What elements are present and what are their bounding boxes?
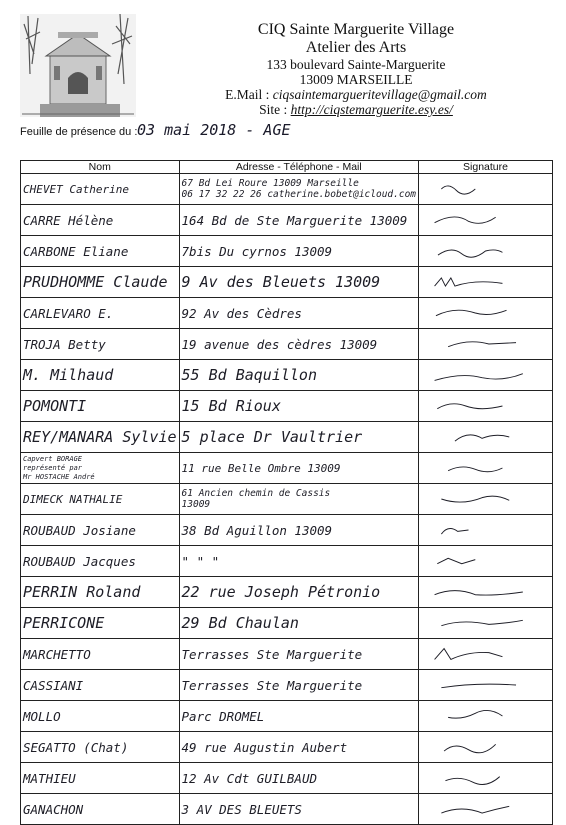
cell-name [21, 701, 180, 732]
cell-signature [419, 701, 553, 732]
name-text: POMONTI [23, 397, 87, 415]
meeting-date: 03 mai 2018 - AGE [137, 121, 291, 139]
name-text: MOLLO [23, 708, 61, 724]
name-text: PRUDHOMME Claude [23, 273, 168, 291]
attendance-table [20, 160, 553, 825]
cell-signature [419, 205, 553, 236]
name-text: MARCHETTO [23, 646, 91, 662]
street-address: 133 boulevard Sainte-Marguerite [266, 57, 446, 72]
handwritten-signature [421, 516, 550, 544]
name-text: CASSIANI [23, 677, 84, 693]
table-row [21, 391, 553, 422]
cell-name [21, 546, 180, 577]
handwritten-signature [421, 299, 550, 327]
attendance-rows [21, 174, 553, 825]
cell-signature [419, 174, 553, 205]
name-text: Capvert BORAGE [23, 454, 83, 463]
table-row [21, 360, 553, 391]
table-row [21, 763, 553, 794]
cell-address [179, 794, 419, 825]
column-header-address: Adresse - Téléphone - Mail [179, 161, 419, 174]
cell-name [21, 298, 180, 329]
cell-address [179, 205, 419, 236]
table-row [21, 732, 553, 763]
name-text: ROUBAUD Jacques [23, 553, 136, 569]
cell-signature [419, 298, 553, 329]
cell-name [21, 391, 180, 422]
address-text: 3 AV DES BLEUETS [181, 801, 302, 817]
handwritten-signature [421, 547, 550, 575]
cell-name [21, 174, 180, 205]
address-text: 22 rue Joseph Pétronio [181, 583, 381, 601]
cell-address [179, 174, 419, 205]
address-text: 92 Av des Cèdres [181, 305, 302, 321]
table-row [21, 205, 553, 236]
cell-signature [419, 329, 553, 360]
table-row [21, 267, 553, 298]
address-text: 11 rue Belle Ombre 13009 [181, 461, 341, 475]
email-label: E.Mail : [225, 87, 273, 102]
address-text: 61 Ancien chemin de Cassis [181, 488, 331, 499]
table-row [21, 608, 553, 639]
cell-name [21, 236, 180, 267]
table-row [21, 329, 553, 360]
name-text: CARRE Hélène [23, 212, 114, 228]
address-text: 49 rue Augustin Aubert [181, 739, 348, 755]
cell-name [21, 422, 180, 453]
handwritten-signature [421, 392, 550, 420]
cell-name [21, 267, 180, 298]
address-text: Terrasses Ste Marguerite [181, 646, 363, 662]
cell-name [21, 577, 180, 608]
name-text: REY/MANARA Sylvie [23, 428, 177, 446]
handwritten-signature [421, 702, 550, 730]
handwritten-signature [421, 640, 550, 668]
cell-address [179, 608, 419, 639]
cell-name [21, 360, 180, 391]
cell-address [179, 391, 419, 422]
name-text: MATHIEU [23, 770, 76, 786]
address-text: Parc DROMEL [181, 708, 265, 724]
address-text: 164 Bd de Ste Marguerite 13009 [181, 212, 408, 228]
name-text: CARBONE Eliane [23, 243, 129, 259]
name-text: SEGATTO (Chat) [23, 739, 129, 755]
table-row [21, 298, 553, 329]
handwritten-signature [421, 268, 550, 296]
address-text: 9 Av des Bleuets 13009 [181, 273, 381, 291]
handwritten-signature [421, 237, 550, 265]
attendance-label: Feuille de présence du : [20, 126, 138, 138]
handwritten-signature [421, 485, 550, 513]
cell-name [21, 453, 180, 484]
cell-address [179, 639, 419, 670]
cell-name [21, 732, 180, 763]
cell-address [179, 298, 419, 329]
column-header-name: Nom [21, 161, 180, 174]
cell-signature [419, 484, 553, 515]
cell-address [179, 515, 419, 546]
cell-address [179, 267, 419, 298]
column-header-signature: Signature [419, 161, 553, 174]
cell-signature [419, 577, 553, 608]
cell-address [179, 763, 419, 794]
cell-signature [419, 546, 553, 577]
name-text: ROUBAUD Josiane [23, 522, 136, 538]
cell-name [21, 484, 180, 515]
address-text: 38 Bd Aguillon 13009 [181, 522, 333, 538]
handwritten-signature [421, 454, 550, 482]
cell-address [179, 577, 419, 608]
site-line [150, 102, 562, 117]
cell-address [179, 701, 419, 732]
address-text-line2: 13009 [181, 499, 211, 510]
name-text: PERRICONE [23, 614, 105, 632]
table-row [21, 794, 553, 825]
cell-name [21, 763, 180, 794]
cell-signature [419, 639, 553, 670]
cell-name [21, 329, 180, 360]
table-header-row [21, 161, 553, 174]
organization-header [150, 20, 562, 117]
cell-name [21, 205, 180, 236]
email-address[interactable]: ciqsaintemargueritevillage@gmail.com [272, 87, 487, 102]
address-text: 7bis Du cyrnos 13009 [181, 243, 333, 259]
cell-signature [419, 763, 553, 794]
address-text: 12 Av Cdt GUILBAUD [181, 770, 317, 786]
handwritten-signature [421, 609, 550, 637]
name-text: M. Milhaud [23, 366, 114, 384]
cell-signature [419, 236, 553, 267]
cell-address [179, 484, 419, 515]
cell-signature [419, 267, 553, 298]
cell-signature [419, 453, 553, 484]
cell-signature [419, 422, 553, 453]
cell-address [179, 236, 419, 267]
cell-address [179, 732, 419, 763]
cell-address [179, 422, 419, 453]
cell-signature [419, 608, 553, 639]
table-row [21, 422, 553, 453]
cell-signature [419, 391, 553, 422]
table-row [21, 639, 553, 670]
table-row [21, 577, 553, 608]
cell-name [21, 608, 180, 639]
address-text: " " " [181, 553, 220, 569]
table-row [21, 515, 553, 546]
handwritten-signature [421, 206, 550, 234]
name-text: PERRIN Roland [23, 583, 141, 601]
name-text-line2: représenté par [23, 463, 83, 472]
cell-name [21, 515, 180, 546]
address-text-line2: 06 17 32 22 26 catherine.bobet@icloud.com [181, 189, 417, 200]
handwritten-signature [421, 795, 550, 823]
cell-name [21, 639, 180, 670]
cell-address [179, 453, 419, 484]
cell-signature [419, 360, 553, 391]
name-text: DIMECK NATHALIE [23, 492, 123, 506]
handwritten-signature [421, 671, 550, 699]
cell-address [179, 329, 419, 360]
church-photo [20, 14, 136, 117]
address-text: 19 avenue des cèdres 13009 [181, 336, 378, 352]
cell-address [179, 670, 419, 701]
address-text: 55 Bd Baquillon [181, 366, 317, 384]
name-text: CHEVET Catherine [23, 182, 129, 196]
address-text: 15 Bd Rioux [181, 397, 281, 415]
atelier-name: Atelier des Arts [305, 39, 407, 56]
cell-signature [419, 670, 553, 701]
org-name: CIQ Sainte Marguerite Village [257, 21, 455, 38]
cell-signature [419, 515, 553, 546]
handwritten-signature [421, 175, 550, 203]
table-row [21, 701, 553, 732]
table-row [21, 236, 553, 267]
cell-name [21, 794, 180, 825]
handwritten-signature [421, 330, 550, 358]
cell-signature [419, 794, 553, 825]
name-text: GANACHON [23, 801, 84, 817]
address-text: Terrasses Ste Marguerite [181, 677, 363, 693]
cell-signature [419, 732, 553, 763]
table-row [21, 453, 553, 484]
address-text: 29 Bd Chaulan [181, 614, 299, 632]
handwritten-signature [421, 578, 550, 606]
city: 13009 MARSEILLE [299, 72, 413, 87]
name-text: CARLEVARO E. [23, 305, 114, 321]
table-row [21, 484, 553, 515]
cell-address [179, 360, 419, 391]
address-text: 67 Bd Lei Roure 13009 Marseille [181, 178, 359, 189]
handwritten-signature [421, 764, 550, 792]
table-row [21, 670, 553, 701]
handwritten-signature [421, 361, 550, 389]
address-text: 5 place Dr Vaultrier [181, 428, 363, 446]
cell-name [21, 670, 180, 701]
cell-address [179, 546, 419, 577]
email-line [150, 87, 562, 102]
handwritten-signature [421, 733, 550, 761]
name-text: TROJA Betty [23, 336, 106, 352]
table-row [21, 174, 553, 205]
handwritten-signature [421, 423, 550, 451]
site-label: Site : [259, 102, 291, 117]
table-row [21, 546, 553, 577]
site-link[interactable]: http://ciqstemarguerite.esy.es/ [290, 102, 453, 117]
name-text-line3: Mr HOSTACHE André [23, 472, 95, 481]
